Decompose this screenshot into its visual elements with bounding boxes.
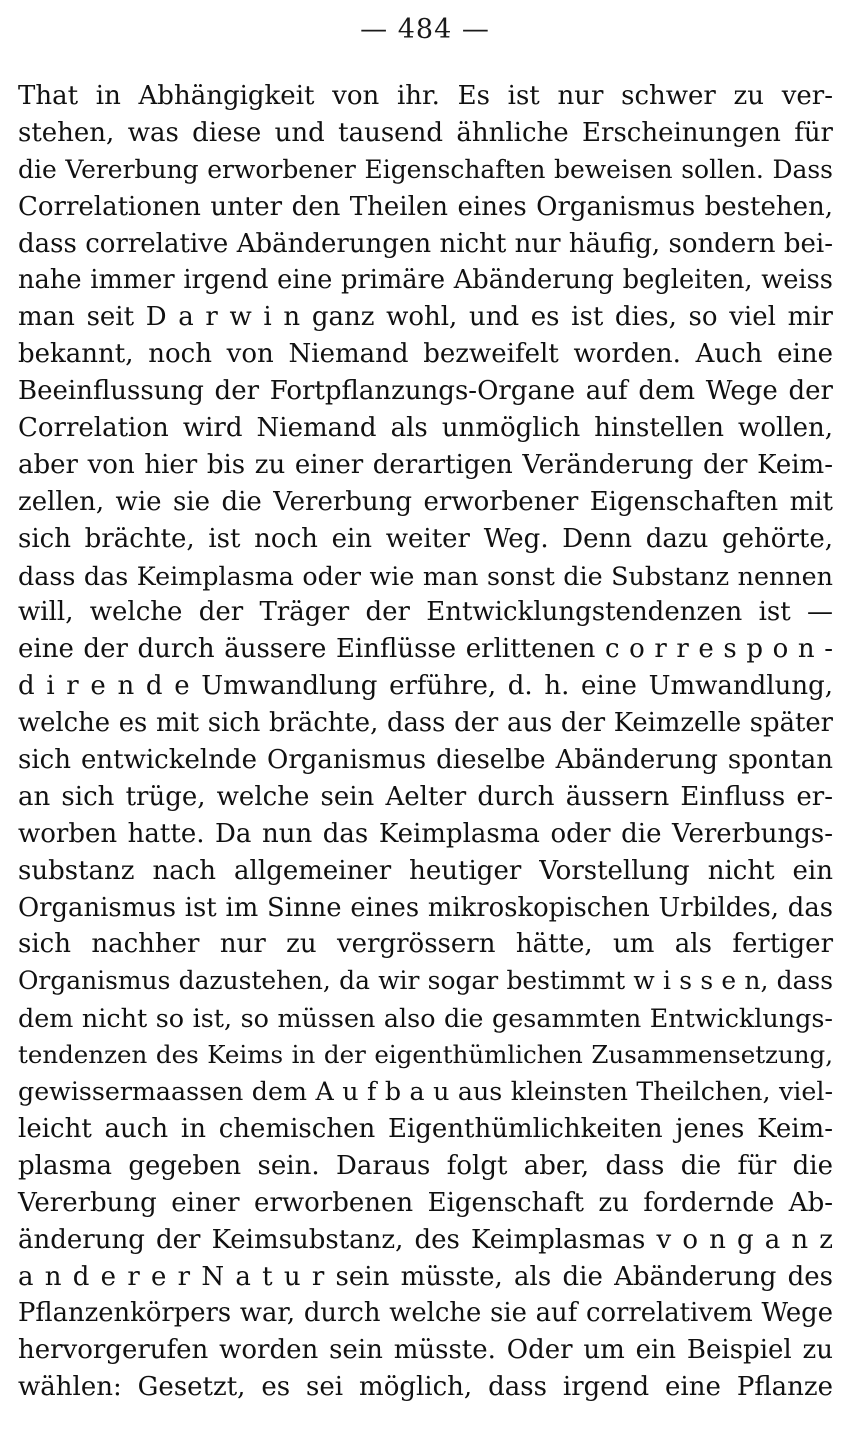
text-line: änderung der Keimsubstanz, des Keimplasmas v o n g a n z	[18, 1224, 833, 1255]
text-line: substanz nach allgemeiner heutiger Vorstellung nicht ein	[18, 855, 833, 886]
text-line: tendenzen des Keims in der eigenthümlichen Zusammensetzung,	[18, 1040, 833, 1070]
text-line: stehen, was diese und tausend ähnliche Erscheinungen für	[18, 117, 833, 148]
text-line: Vererbung einer erworbenen Eigenschaft zu fordernde Ab-	[18, 1187, 833, 1218]
text-line: Correlation wird Niemand als unmöglich hinstellen wollen,	[18, 413, 833, 444]
text-line: man seit D a r w i n ganz wohl, und es ist dies, so viel mir	[18, 302, 833, 333]
text-line: zellen, wie sie die Vererbung erworbener Eigenschaften mit	[18, 486, 833, 517]
text-line: d i r e n d e Umwandlung erführe, d. h. eine Umwandlung,	[18, 671, 833, 702]
text-line: hervorgerufen worden sein müsste. Oder um ein Beispiel zu	[18, 1335, 833, 1366]
body-text	[18, 78, 833, 1406]
text-line: Pflanzenkörpers war, durch welche sie auf correlativem Wege	[18, 1298, 833, 1329]
text-line: worben hatte. Da nun das Keimplasma oder die Vererbungs-	[18, 818, 833, 849]
text-line: aber von hier bis zu einer derartigen Veränderung der Keim-	[18, 449, 833, 480]
text-line: gewissermaassen dem A u f b a u aus kleinsten Theilchen, viel-	[18, 1077, 833, 1107]
text-line: dem nicht so ist, so müssen also die gesammten Entwicklungs-	[18, 1003, 833, 1034]
text-line: leicht auch in chemischen Eigenthümlichkeiten jenes Keim-	[18, 1113, 833, 1144]
text-line: a n d e r e r N a t u r sein müsste, als die Abänderung des	[18, 1261, 833, 1292]
text-line: Organismus ist im Sinne eines mikroskopischen Urbildes, das	[18, 892, 833, 923]
text-line: dass correlative Abänderungen nicht nur häufig, sondern bei-	[18, 228, 833, 259]
text-line: sich brächte, ist noch ein weiter Weg. Denn dazu gehörte,	[18, 523, 833, 554]
text-line: nahe immer irgend eine primäre Abänderung begleiten, weiss	[18, 265, 833, 296]
text-line: will, welche der Träger der Entwicklungstendenzen ist —	[18, 597, 833, 628]
text-line: sich nachher nur zu vergrössern hätte, um als fertiger	[18, 929, 833, 960]
text-line: bekannt, noch von Niemand bezweifelt worden. Auch eine	[18, 339, 833, 370]
text-line: die Vererbung erworbener Eigenschaften beweisen sollen. Dass	[18, 154, 833, 184]
text-line: Beeinflussung der Fortpflanzungs-Organe auf dem Wege der	[18, 376, 833, 407]
text-line: That in Abhängigkeit von ihr. Es ist nur schwer zu ver-	[18, 81, 833, 111]
text-line: dass das Keimplasma oder wie man sonst die Substanz nennen	[18, 560, 833, 591]
text-line: Organismus dazustehen, da wir sogar bestimmt w i s s e n, dass	[18, 966, 833, 996]
text-line: eine der durch äussere Einflüsse erlittenen c o r r e s p o n -	[18, 634, 833, 665]
text-line: plasma gegeben sein. Daraus folgt aber, dass die für die	[18, 1150, 833, 1181]
text-line: welche es mit sich brächte, dass der aus der Keimzelle später	[18, 708, 833, 739]
text-line: Correlationen unter den Theilen eines Organismus bestehen,	[18, 191, 833, 222]
text-line: wählen: Gesetzt, es sei möglich, dass irgend eine Pflanze	[18, 1372, 833, 1403]
text-line: an sich trüge, welche sein Aelter durch äussern Einfluss er-	[18, 781, 833, 812]
page-number: — 484 —	[360, 14, 490, 45]
text-line: sich entwickelnde Organismus dieselbe Abänderung spontan	[18, 745, 833, 776]
